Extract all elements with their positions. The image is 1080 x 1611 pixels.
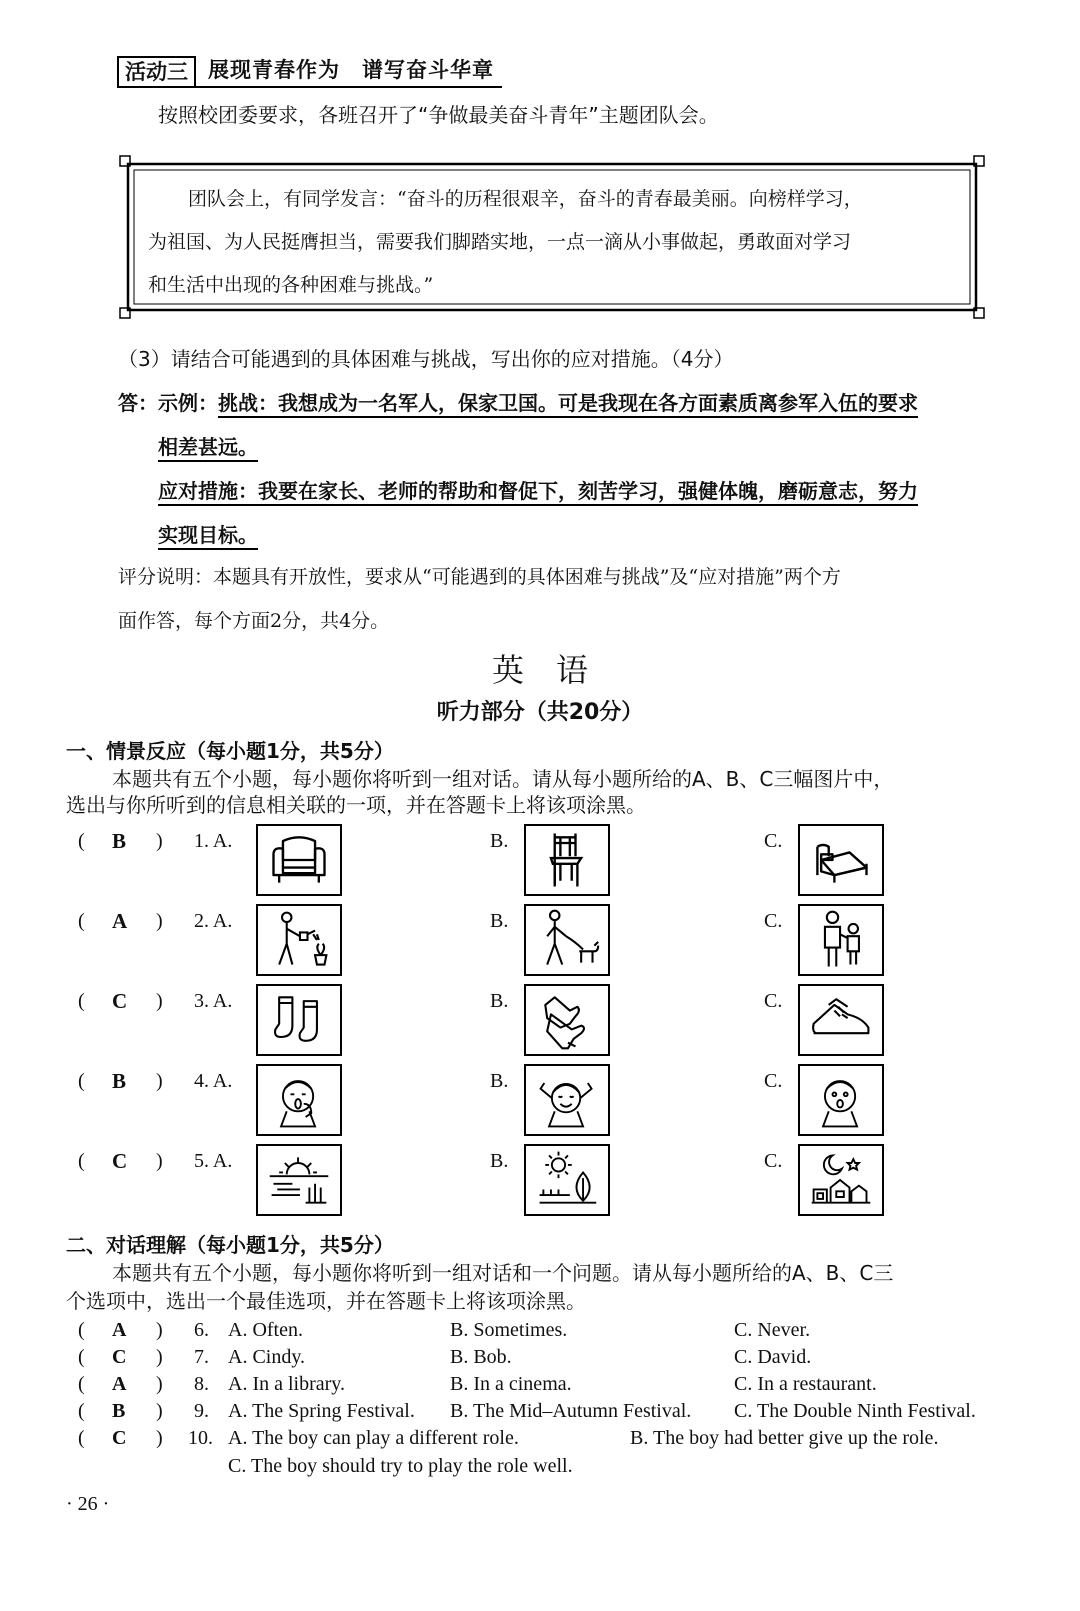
question-1-number: 1. A. <box>194 830 233 852</box>
answer-4: B <box>112 1069 127 1093</box>
answer-10: C <box>112 1427 127 1449</box>
option-7b: B. Bob. <box>450 1346 512 1368</box>
listening-subtitle: 听力部分（共20分） <box>436 700 644 725</box>
section-2-heading: 二、对话理解（每小题1分，共5分） <box>66 1233 394 1257</box>
answer-challenge: 挑战：我想成为一名军人，保家卫国。可是我现在各方面素质离参军入伍的要求 <box>218 391 918 418</box>
option-9b: B. The Mid–Autumn Festival. <box>450 1400 692 1422</box>
answer-line-1 <box>118 388 918 418</box>
question-3-number: 3. A. <box>194 990 233 1012</box>
option-10b: B. The boy had better give up the role. <box>630 1427 939 1449</box>
sunny-tree-icon[interactable] <box>524 1144 610 1216</box>
picture-question-3: ( C ) 3. A. B. C. <box>78 984 978 1058</box>
picture-question-1: ( B ) 1. A. B. C. <box>78 824 978 898</box>
answer-line-4: 实现目标。 <box>158 520 258 550</box>
quote-line-3: 和生活中出现的各种困难与挑战。” <box>148 274 434 296</box>
section-1-instruction-1: 本题共有五个小题，每小题你将听到一组对话。请从每小题所给的A、B、C三幅图片中， <box>112 767 894 791</box>
section-1-heading: 一、情景反应（每小题1分，共5分） <box>66 739 394 763</box>
activity-header <box>117 56 502 88</box>
activity-intro: 按照校团委要求，各班召开了“争做最美奋斗青年”主题团队会。 <box>158 103 719 127</box>
mcq-question-10: ( C ) 10. A. The boy can play a different role. B. The boy had better give up the role. <box>78 1424 1018 1452</box>
mcq-question-9: ( B ) 9. A. The Spring Festival. B. The Mid–Autumn Festival. C. The Double Ninth Festival. <box>78 1397 1018 1425</box>
mcq-question-10-line-2 <box>78 1452 1018 1480</box>
sneakers-icon[interactable] <box>798 984 884 1056</box>
mcq-question-7: ( C ) 7. A. Cindy. B. Bob. C. David. <box>78 1343 1018 1371</box>
section-2-instruction-2: 个选项中，选出一个最佳选项，并在答题卡上将该项涂黑。 <box>66 1289 586 1313</box>
question-5-number: 5. A. <box>194 1150 233 1172</box>
option-6a: A. Often. <box>228 1319 303 1341</box>
answer-6: A <box>112 1319 127 1341</box>
scoring-line-1: 评分说明：本题具有开放性，要求从“可能遇到的具体困难与挑战”及“应对措施”两个方 <box>118 566 841 588</box>
yawning-boy-icon[interactable] <box>256 1064 342 1136</box>
answer-line-3: 应对措施：我要在家长、老师的帮助和督促下，刻苦学习，强健体魄，磨砺意志，努力 <box>158 476 918 506</box>
quote-line-1: 团队会上，有同学发言：“奋斗的历程很艰辛，奋斗的青春最美丽。向榜样学习， <box>188 188 863 210</box>
option-10a: A. The boy can play a different role. <box>228 1427 519 1449</box>
answer-prefix: 答：示例： <box>118 391 218 415</box>
mcq-question-6: ( A ) 6. A. Often. B. Sometimes. C. Never. <box>78 1316 1018 1344</box>
answer-5: C <box>112 1149 128 1173</box>
page-number: · 26 · <box>66 1493 110 1515</box>
option-10c: C. The boy should try to play the role well. <box>228 1455 573 1477</box>
walking-dog-icon[interactable] <box>524 904 610 976</box>
question-4-number: 4. A. <box>194 1070 233 1092</box>
question-2-number: 2. A. <box>194 910 233 932</box>
picture-question-5: ( C ) 5. A. B. C. <box>78 1144 978 1218</box>
option-7c: C. David. <box>734 1346 812 1368</box>
option-9c: C. The Double Ninth Festival. <box>734 1400 976 1422</box>
answer-1: B <box>112 829 127 853</box>
night-moon-icon[interactable] <box>798 1144 884 1216</box>
question-3-prompt: （3）请结合可能遇到的具体困难与挑战，写出你的应对措施。（4分） <box>118 347 734 371</box>
answer-7: C <box>112 1346 127 1368</box>
option-8a: A. In a library. <box>228 1373 345 1395</box>
answer-2: A <box>112 909 128 933</box>
parent-child-icon[interactable] <box>798 904 884 976</box>
activity-title: 展现青春作为 谱写奋斗华章 <box>208 58 494 82</box>
mcq-question-8: ( A ) 8. A. In a library. B. In a cinema. C. In a restaurant. <box>78 1370 1018 1398</box>
chair-icon[interactable] <box>524 824 610 896</box>
picture-question-4: ( B ) 4. A. B. C. <box>78 1064 978 1138</box>
socks-icon[interactable] <box>256 984 342 1056</box>
answer-9: B <box>112 1400 126 1422</box>
option-8b: B. In a cinema. <box>450 1373 572 1395</box>
watering-plant-icon[interactable] <box>256 904 342 976</box>
picture-question-2: ( A ) 2. A. B. C. <box>78 904 978 978</box>
english-title: 英 语 <box>491 651 588 689</box>
quote-line-2: 为祖国、为人民挺膺担当，需要我们脚踏实地，一点一滴从小事做起，勇敢面对学习 <box>148 231 852 253</box>
option-8c: C. In a restaurant. <box>734 1373 877 1395</box>
quote-text <box>148 178 968 307</box>
bed-icon[interactable] <box>798 824 884 896</box>
gloves-icon[interactable] <box>524 984 610 1056</box>
surprised-boy-icon[interactable] <box>798 1064 884 1136</box>
option-9a: A. The Spring Festival. <box>228 1400 415 1422</box>
section-1-instruction-2: 选出与你所听到的信息相关联的一项，并在答题卡上将该项涂黑。 <box>66 793 646 817</box>
option-7a: A. Cindy. <box>228 1346 306 1368</box>
option-6c: C. Never. <box>734 1319 811 1341</box>
activity-tag: 活动三 <box>117 56 196 86</box>
answer-line-2: 相差甚远。 <box>158 432 258 462</box>
section-2-instruction-1: 本题共有五个小题，每小题你将听到一组对话和一个问题。请从每小题所给的A、B、C三 <box>112 1261 894 1285</box>
armchair-icon[interactable] <box>256 824 342 896</box>
relaxing-boy-icon[interactable] <box>524 1064 610 1136</box>
answer-3: C <box>112 989 128 1013</box>
sunrise-icon[interactable] <box>256 1144 342 1216</box>
scoring-line-2: 面作答，每个方面2分，共4分。 <box>118 610 390 632</box>
option-6b: B. Sometimes. <box>450 1319 568 1341</box>
answer-8: A <box>112 1373 127 1395</box>
